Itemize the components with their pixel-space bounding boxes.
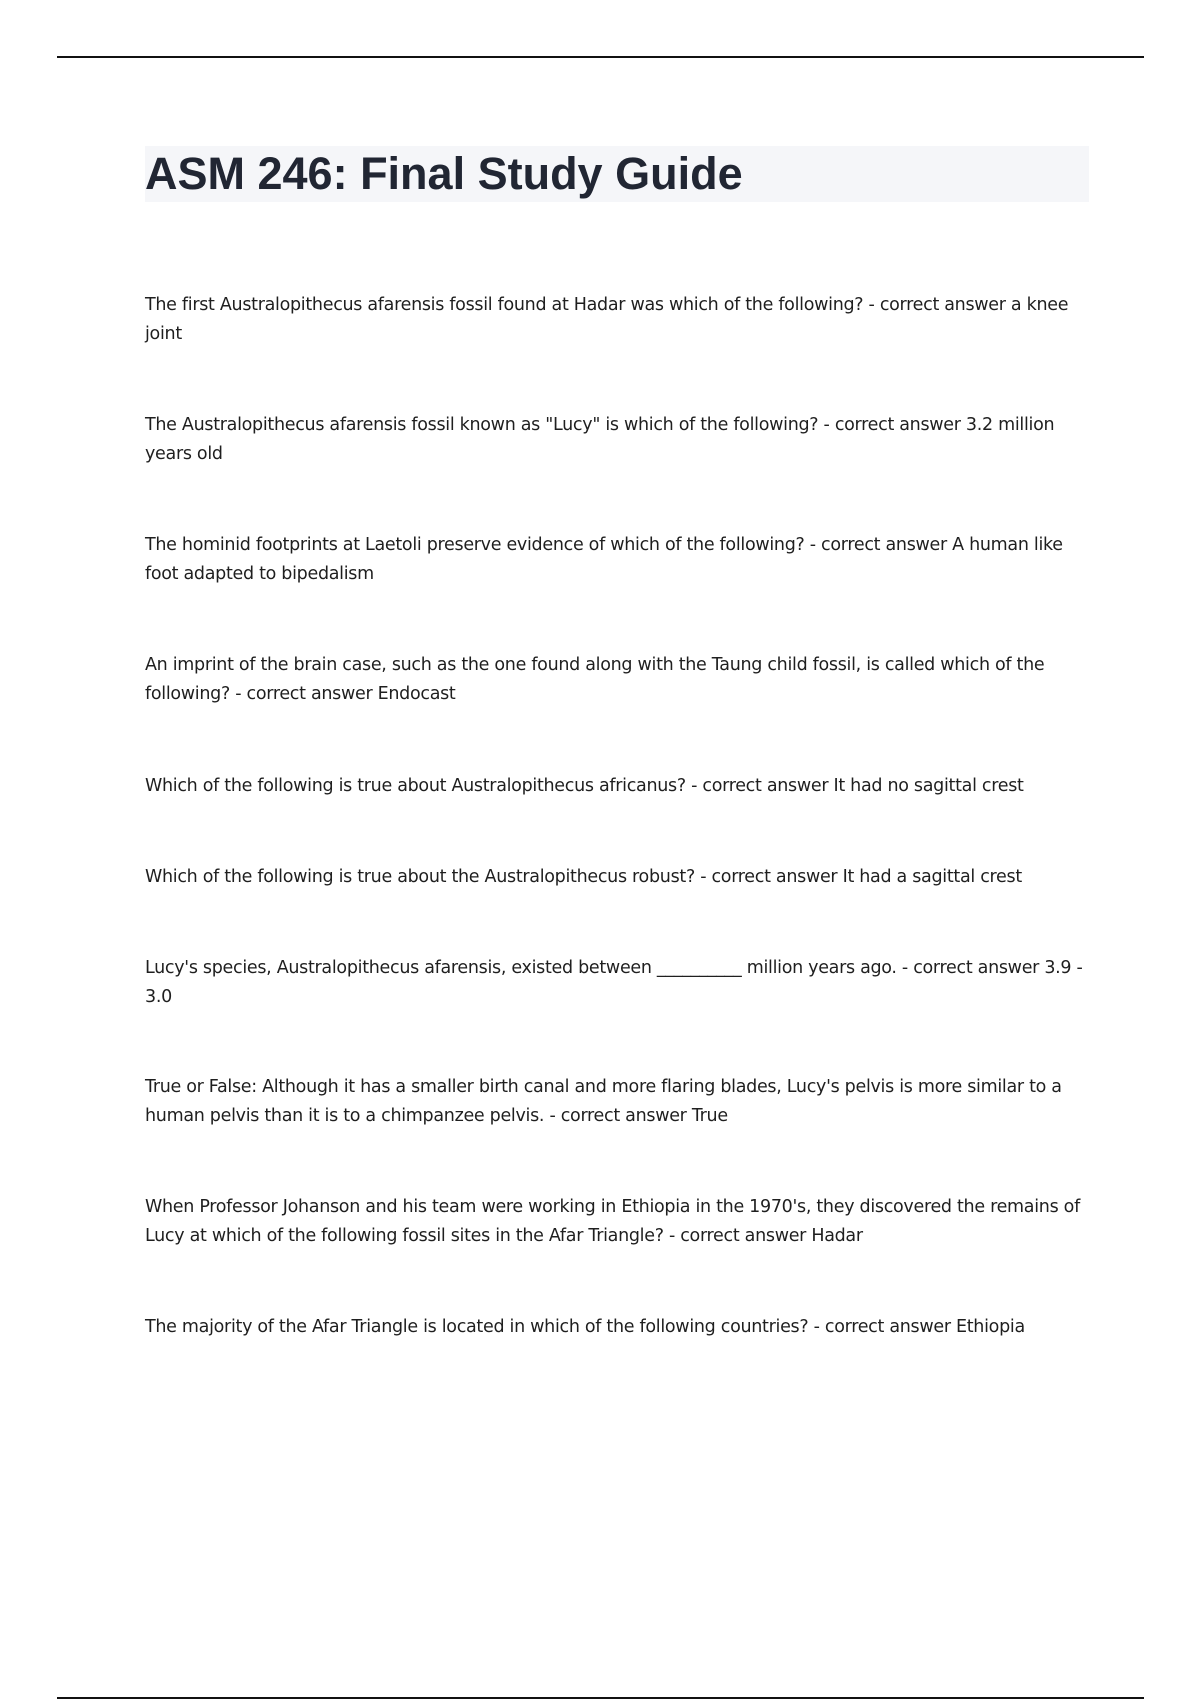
qa-item-7: Lucy's species, Australopithecus afarensis, existed between __________ million years ago. - correct answer 3.9 - 3.0 xyxy=(145,958,1083,1007)
bottom-rule xyxy=(57,1697,1144,1699)
qa-item-8: True or False: Although it has a smaller birth canal and more flaring blades, Lucy's pelvis is more similar to a human pelvis than it is to a chimpanzee pelvis. - correct answer True xyxy=(145,1077,1062,1126)
qa-item-3: The hominid footprints at Laetoli preserve evidence of which of the following? - correct answer A human like foot adapted to bipedalism xyxy=(145,535,1063,584)
qa-item-5: Which of the following is true about Australopithecus africanus? - correct answer It had no sagittal crest xyxy=(145,776,1024,796)
qa-item-2: The Australopithecus afarensis fossil known as "Lucy" is which of the following? - correct answer 3.2 million years old xyxy=(145,415,1055,464)
qa-item-10: The majority of the Afar Triangle is located in which of the following countries? - correct answer Ethiopia xyxy=(145,1317,1025,1337)
qa-item-9: When Professor Johanson and his team were working in Ethiopia in the 1970's, they discovered the remains of Lucy at which of the following fossil sites in the Afar Triangle? - correct answer Hadar xyxy=(145,1197,1080,1246)
qa-item-4: An imprint of the brain case, such as the one found along with the Taung child fossil, is called which of the following? - correct answer Endocast xyxy=(145,655,1045,704)
qa-item-1: The first Australopithecus afarensis fossil found at Hadar was which of the following? - correct answer a knee joint xyxy=(145,295,1069,344)
top-rule xyxy=(57,56,1144,58)
document-title: ASM 246: Final Study Guide xyxy=(145,148,743,199)
qa-item-6: Which of the following is true about the Australopithecus robust? - correct answer It had a sagittal crest xyxy=(145,867,1022,887)
